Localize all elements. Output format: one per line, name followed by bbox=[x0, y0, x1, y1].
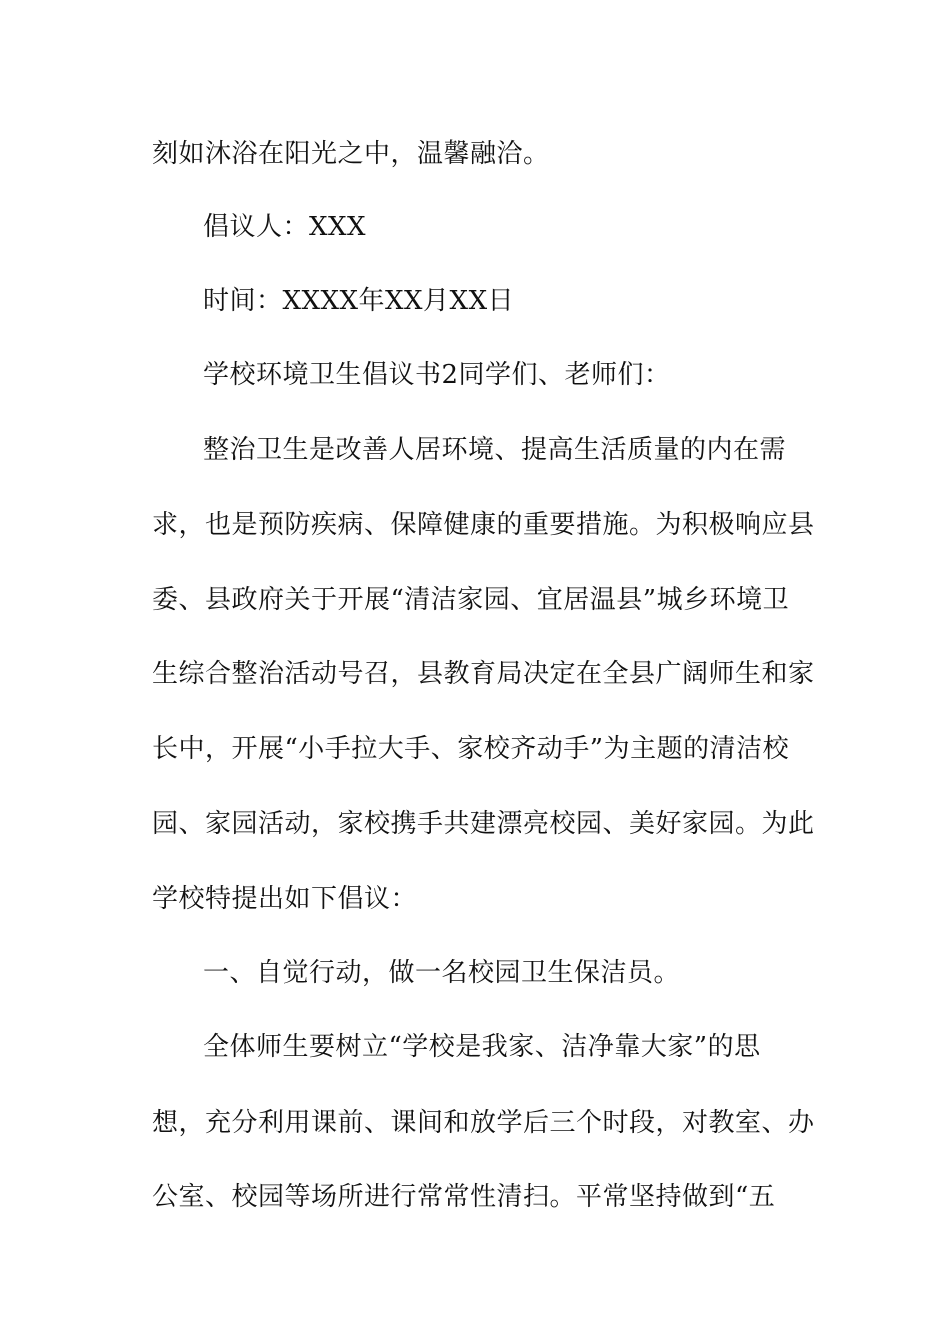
text-line-15: 公室、校园等场所进行常常性清扫。平常坚持做到“五 bbox=[152, 1182, 776, 1212]
text-line-7: 委、县政府关于开展“清洁家园、宜居温县”城乡环境卫 bbox=[152, 585, 790, 615]
text-line-2: 倡议人：XXX bbox=[203, 212, 367, 242]
text-line-14: 想，充分利用课前、课间和放学后三个时段，对教室、办 bbox=[152, 1108, 815, 1138]
text-line-3: 时间：XXXX年XX月XX日 bbox=[203, 286, 515, 316]
text-line-1: 刻如沐浴在阳光之中，温馨融洽。 bbox=[152, 139, 550, 169]
text-line-5: 整治卫生是改善人居环境、提高生活质量的内在需 bbox=[203, 435, 787, 465]
text-line-8: 生综合整治活动号召，县教育局决定在全县广阔师生和家 bbox=[152, 659, 815, 689]
text-line-12: 一、自觉行动，做一名校园卫生保洁员。 bbox=[203, 958, 681, 988]
text-line-13: 全体师生要树立“学校是我家、洁净靠大家”的思 bbox=[203, 1032, 761, 1062]
text-line-4: 学校环境卫生倡议书2同学们、老师们： bbox=[203, 360, 671, 390]
text-line-6: 求，也是预防疾病、保障健康的重要措施。为积极响应县 bbox=[152, 510, 815, 540]
text-line-10: 园、家园活动，家校携手共建漂亮校园、美好家园。为此 bbox=[152, 809, 815, 839]
text-line-9: 长中，开展“小手拉大手、家校齐动手”为主题的清洁校 bbox=[152, 734, 790, 764]
text-line-11: 学校特提出如下倡议： bbox=[152, 884, 418, 914]
